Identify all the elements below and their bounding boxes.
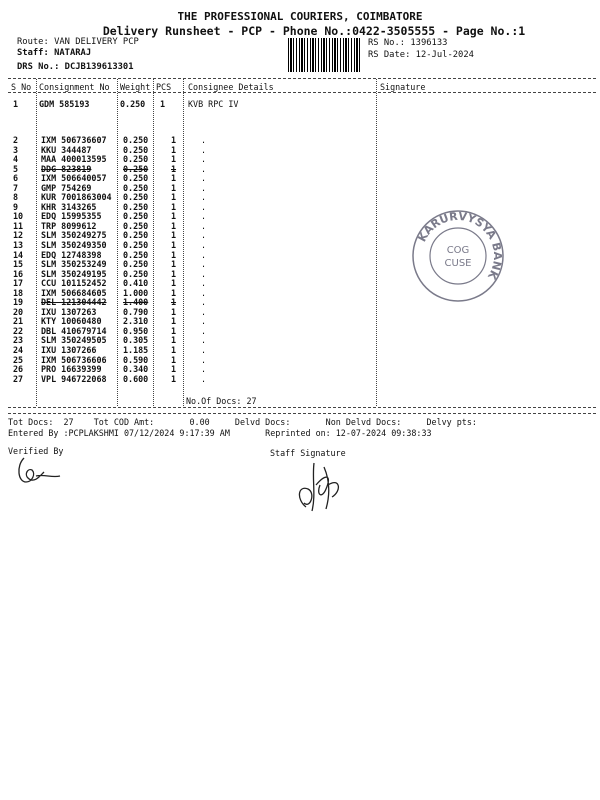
row-pcs: 1 (171, 373, 177, 384)
row-sno: 5 (13, 163, 19, 174)
col-divider (376, 79, 377, 406)
row-consignee: . (201, 144, 207, 155)
row-consignee: . (201, 220, 207, 231)
row-weight: 0.250 (123, 268, 149, 279)
col-header-weight: Weight (120, 82, 151, 92)
staff-signature-label: Staff Signature (270, 448, 346, 458)
row-consignment: DEL 121304442 (41, 297, 107, 308)
row-consignment: CCU 101152452 (41, 278, 107, 289)
row-consignee: . (201, 373, 207, 384)
row-sno: 2 (13, 135, 19, 145)
row-consignment: KTY 10060480 (41, 316, 102, 327)
row-weight: 1.185 (123, 345, 149, 356)
row-sno: 20 (13, 306, 24, 317)
row-weight: 0.250 (123, 173, 149, 184)
totals-line: Tot Docs: 27 Tot COD Amt: 0.00 Delvd Docs: Non Delvd Docs: Delvy pts: (8, 417, 477, 427)
row-consignment: EDQ 12748398 (41, 249, 102, 260)
row-weight: 0.250 (123, 211, 149, 222)
row-sno: 7 (13, 182, 19, 193)
row-consignment: SLM 350249275 (41, 230, 107, 241)
row-pcs: 1 (171, 268, 177, 279)
row-weight: 0.250 (123, 144, 149, 155)
row-consignment: VPL 946722068 (41, 373, 107, 384)
row-consignee: . (201, 278, 207, 289)
row-pcs: 1 (171, 325, 177, 336)
row-consignment: DBL 410679714 (41, 325, 107, 336)
row-consignment: IXM 506736607 (41, 135, 107, 145)
row-weight: 0.790 (123, 306, 149, 317)
row-pcs: 1 (171, 163, 177, 174)
row-consignment: KHR 3143265 (41, 201, 97, 212)
row-pcs: 1 (171, 135, 177, 145)
row-consignee: . (201, 249, 207, 260)
row-consignment: IXU 1307266 (41, 345, 97, 356)
route-text: Route: VAN DELIVERY PCP (17, 37, 139, 47)
row-weight: 0.600 (123, 373, 149, 384)
staff-text: Staff: NATARAJ (17, 48, 92, 58)
row-weight: 0.250 (123, 192, 149, 203)
table-bottom-rule (8, 407, 596, 408)
barcode (288, 38, 362, 72)
row-consignee: . (201, 135, 207, 145)
no-of-docs: No.Of Docs: 27 (186, 396, 257, 406)
row-sno: 26 (13, 364, 24, 375)
col-header-consignment: Consignment No (39, 82, 110, 92)
row-consignment: IXM 506640057 (41, 173, 107, 184)
row-consignee: . (201, 287, 207, 298)
row-sno: 21 (13, 316, 24, 327)
row-consignee: . (201, 230, 207, 241)
row-weight: 0.250 (123, 163, 149, 174)
row-pcs: 1 (171, 249, 177, 260)
verified-by-label: Verified By (8, 446, 64, 456)
row-1-weight: 0.250 (120, 99, 146, 109)
row-consignee: . (201, 192, 207, 203)
col-header-consignee: Consignee Details (188, 82, 274, 92)
row-consignment: DDG 823819 (41, 163, 92, 174)
company-name: THE PROFESSIONAL COURIERS, COIMBATORE (177, 10, 423, 23)
row-pcs: 1 (171, 154, 177, 165)
row-pcs: 1 (171, 335, 177, 346)
row-consignment: SLM 350249195 (41, 268, 107, 279)
drs-number: DRS No.: DCJB139613301 (17, 62, 134, 72)
col-header-signature: Signature (380, 82, 426, 92)
row-sno: 25 (13, 354, 24, 365)
row-pcs: 1 (171, 220, 177, 231)
row-consignment: IXM 506736606 (41, 354, 107, 365)
row-sno: 12 (13, 230, 24, 241)
row-weight: 1.000 (123, 287, 149, 298)
row-weight: 2.310 (123, 316, 149, 327)
row-weight: 0.250 (123, 201, 149, 212)
row-weight: 0.250 (123, 249, 149, 260)
row-weight: 0.410 (123, 278, 149, 289)
row-pcs: 1 (171, 364, 177, 375)
entered-by-line: Entered By :PCPLAKSHMI 07/12/2024 9:17:39 AM Reprinted on: 12-07-2024 09:38:33 (8, 428, 432, 438)
row-pcs: 1 (171, 354, 177, 365)
row-consignee: . (201, 259, 207, 270)
row-sno: 23 (13, 335, 24, 346)
row-consignee: . (201, 335, 207, 346)
row-weight: 0.250 (123, 154, 149, 165)
row-sno: 16 (13, 268, 24, 279)
row-sno: 22 (13, 325, 24, 336)
row-consignment: SLM 350249350 (41, 240, 107, 251)
row-consignee: . (201, 316, 207, 327)
row-consignment: GMP 754269 (41, 182, 92, 193)
row-consignment: TRP 8099612 (41, 220, 97, 231)
row-consignment: MAA 400013595 (41, 154, 107, 165)
row-sno: 9 (13, 201, 19, 212)
row-weight: 0.250 (123, 182, 149, 193)
rs-number: RS No.: 1396133 (368, 38, 448, 48)
row-pcs: 1 (171, 182, 177, 193)
row-pcs: 1 (171, 316, 177, 327)
row-consignee: . (201, 364, 207, 375)
row-sno: 11 (13, 220, 24, 231)
col-header-sno: S No (11, 82, 32, 92)
row-consignment: EDQ 15995355 (41, 211, 102, 222)
row-sno: 15 (13, 259, 24, 270)
row-weight: 0.250 (123, 220, 149, 231)
row-pcs: 1 (171, 192, 177, 203)
row-sno: 24 (13, 345, 24, 356)
row-consignee: . (201, 354, 207, 365)
row-sno: 13 (13, 240, 24, 251)
row-sno: 18 (13, 287, 24, 298)
row-sno: 6 (13, 173, 19, 184)
row-consignment: SLM 350249505 (41, 335, 107, 346)
row-consignee: . (201, 325, 207, 336)
row-weight: 0.250 (123, 259, 149, 270)
row-consignee: . (201, 268, 207, 279)
row-sno: 4 (13, 154, 19, 165)
row-pcs: 1 (171, 297, 177, 308)
table-top-rule (8, 78, 596, 79)
row-pcs: 1 (171, 144, 177, 155)
rs-date: RS Date: 12-Jul-2024 (368, 50, 474, 60)
row-consignment: KKU 344487 (41, 144, 92, 155)
row-pcs: 1 (171, 230, 177, 241)
row-weight: 0.250 (123, 240, 149, 251)
stamp-inner-top: COG (446, 245, 470, 256)
row-consignee: . (201, 201, 207, 212)
row-pcs: 1 (171, 278, 177, 289)
row-pcs: 1 (171, 345, 177, 356)
row-consignee: . (201, 306, 207, 317)
row-consignment: IXM 506684605 (41, 287, 107, 298)
row-consignment: SLM 350253249 (41, 259, 107, 270)
row-consignee: . (201, 297, 207, 308)
header-bottom-rule (8, 92, 596, 93)
row-sno: 14 (13, 249, 24, 260)
row-1-sno: 1 (13, 99, 19, 109)
row-sno: 8 (13, 192, 19, 203)
row-consignment: PRO 16639399 (41, 364, 102, 375)
row-consignee: . (201, 240, 207, 251)
row-consignee: . (201, 182, 207, 193)
row-sno: 3 (13, 144, 19, 155)
row-pcs: 1 (171, 306, 177, 317)
row-pcs: 1 (171, 173, 177, 184)
row-pcs: 1 (171, 201, 177, 212)
row-weight: 1.400 (123, 297, 149, 308)
row-sno: 17 (13, 278, 24, 289)
stamp-inner-bottom: CUSE (444, 258, 472, 269)
row-1-consignee: KVB RPC IV (188, 99, 239, 109)
row-weight: 0.590 (123, 354, 149, 365)
row-pcs: 1 (171, 240, 177, 251)
row-weight: 0.340 (123, 364, 149, 375)
table-row (10, 375, 321, 385)
row-pcs: 1 (171, 211, 177, 222)
col-header-pcs: PCS (156, 82, 172, 92)
row-1-pcs: 1 (160, 99, 166, 109)
row-consignee: . (201, 173, 207, 184)
row-weight: 0.250 (123, 135, 149, 145)
row-sno: 19 (13, 297, 24, 308)
row-weight: 0.305 (123, 335, 149, 346)
row-consignment: IXU 1307263 (41, 306, 97, 317)
row-weight: 0.250 (123, 230, 149, 241)
runsheet-title: Delivery Runsheet - PCP - Phone No.:0422-3505555 - Page No.:1 (102, 24, 526, 38)
row-consignee: . (201, 163, 207, 174)
row-1-consignment: GDM 585193 (39, 99, 90, 109)
row-consignee: . (201, 154, 207, 165)
consignment-table (10, 136, 321, 384)
row-consignment: KUR 7001863004 (41, 192, 112, 203)
row-sno: 27 (13, 373, 24, 384)
row-consignee: . (201, 211, 207, 222)
row-consignee: . (201, 345, 207, 356)
row-weight: 0.950 (123, 325, 149, 336)
row-pcs: 1 (171, 287, 177, 298)
row-sno: 10 (13, 211, 24, 222)
stamp-text: KARURVYSYA BANK (415, 209, 505, 282)
row-pcs: 1 (171, 259, 177, 270)
footer-rule (8, 413, 596, 414)
